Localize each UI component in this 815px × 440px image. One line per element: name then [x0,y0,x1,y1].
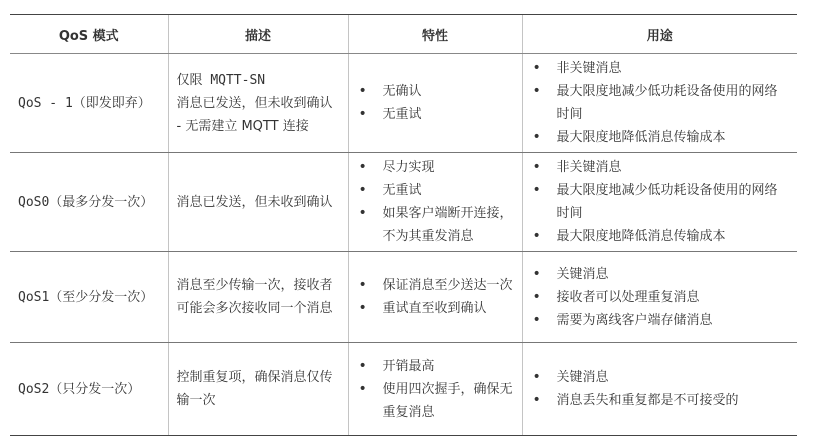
features-list [357,80,514,126]
list-item [357,80,514,103]
uses-cell [522,54,797,153]
use-text: 最大限度地降低消息传输成本 [556,229,726,244]
list-item [531,389,790,412]
table-header-row [10,15,797,54]
features-list [357,355,514,424]
description-cell: 控制重复项，确保消息仅传输一次 [168,343,348,436]
features-list [357,274,514,320]
bullet-icon: • [532,159,541,175]
use-text: 关键消息 [556,370,609,385]
list-item [357,156,514,179]
list-item [531,263,790,286]
bullet-icon: • [532,392,541,408]
bullet-icon: • [532,60,541,76]
features-cell [348,153,522,252]
bullet-icon: • [532,228,541,244]
uses-cell [522,252,797,343]
bullet-icon: • [532,83,541,99]
table-row [10,252,797,343]
mode-cell: QoS1（至少分发一次） [10,252,168,343]
feature-text: 无重试 [382,107,422,122]
bullet-icon: • [358,300,367,316]
list-item [531,57,790,80]
list-item [357,274,514,297]
list-item [357,179,514,202]
use-text: 需要为离线客户端存储消息 [556,312,713,328]
bullet-icon: • [532,288,541,305]
uses-list [531,366,790,412]
header-mode: QoS 模式 [10,15,168,54]
qos-table [10,14,797,436]
uses-cell [522,153,797,252]
feature-text: 无重试 [382,183,422,198]
feature-text: 重试直至收到确认 [382,301,487,316]
feature-text: 尽力实现 [382,160,435,175]
use-text: 非关键消息 [556,160,622,175]
mode-cell: QoS0（最多分发一次） [10,153,168,252]
features-cell [348,252,522,343]
bullet-icon: • [358,83,367,99]
use-text: 消息丢失和重复都是不可接受的 [556,393,739,408]
features-cell [348,343,522,436]
uses-list [531,57,790,149]
list-item [357,202,514,248]
bullet-icon: • [358,159,367,175]
description-line: 仅限 MQTT-SN [176,72,266,88]
list-item [357,378,514,424]
use-text: 关键消息 [556,266,609,282]
description-cell [168,54,348,153]
uses-cell [522,343,797,436]
list-item [531,156,790,179]
description-line: 消息已发送，但未收到确认 - 无需建立 MQTT 连接 [176,95,333,134]
list-item [357,297,514,320]
bullet-icon: • [358,277,367,293]
header-description: 描述 [168,15,348,54]
feature-text: 保证消息至少送达一次 [382,278,513,293]
list-item [531,309,790,332]
features-list [357,156,514,248]
list-item [357,103,514,126]
bullet-icon: • [358,380,367,397]
list-item [531,80,790,126]
description-cell: 消息至少传输一次，接收者可能会多次接收同一个消息 [168,252,348,343]
bullet-icon: • [358,106,367,122]
list-item [357,355,514,378]
feature-text: 无确认 [382,84,422,99]
bullet-icon: • [358,357,367,374]
list-item [531,126,790,149]
uses-list [531,263,790,332]
mode-cell: QoS2（只分发一次） [10,343,168,436]
use-text: 最大限度地减少低功耗设备使用的网络时间 [556,84,778,122]
use-text: 非关键消息 [556,61,622,76]
bullet-icon: • [532,311,541,328]
use-text: 最大限度地降低消息传输成本 [556,130,726,145]
list-item [531,286,790,309]
uses-list [531,156,790,248]
table-row [10,153,797,252]
description-cell: 消息已发送，但未收到确认 [168,153,348,252]
bullet-icon: • [532,265,541,282]
table-row [10,343,797,436]
feature-text: 开销最高 [382,358,435,374]
table-row [10,54,797,153]
use-text: 接收者可以处理重复消息 [556,289,700,305]
list-item [531,366,790,389]
header-uses: 用途 [522,15,797,54]
feature-text: 使用四次握手，确保无重复消息 [382,381,513,420]
header-features: 特性 [348,15,522,54]
use-text: 最大限度地减少低功耗设备使用的网络时间 [556,183,778,221]
list-item [531,225,790,248]
bullet-icon: • [532,129,541,145]
bullet-icon: • [358,205,367,221]
mode-cell: QoS - 1（即发即弃） [10,54,168,153]
bullet-icon: • [532,369,541,385]
feature-text: 如果客户端断开连接，不为其重发消息 [382,206,513,244]
features-cell [348,54,522,153]
bullet-icon: • [358,182,367,198]
list-item [531,179,790,225]
bullet-icon: • [532,182,541,198]
